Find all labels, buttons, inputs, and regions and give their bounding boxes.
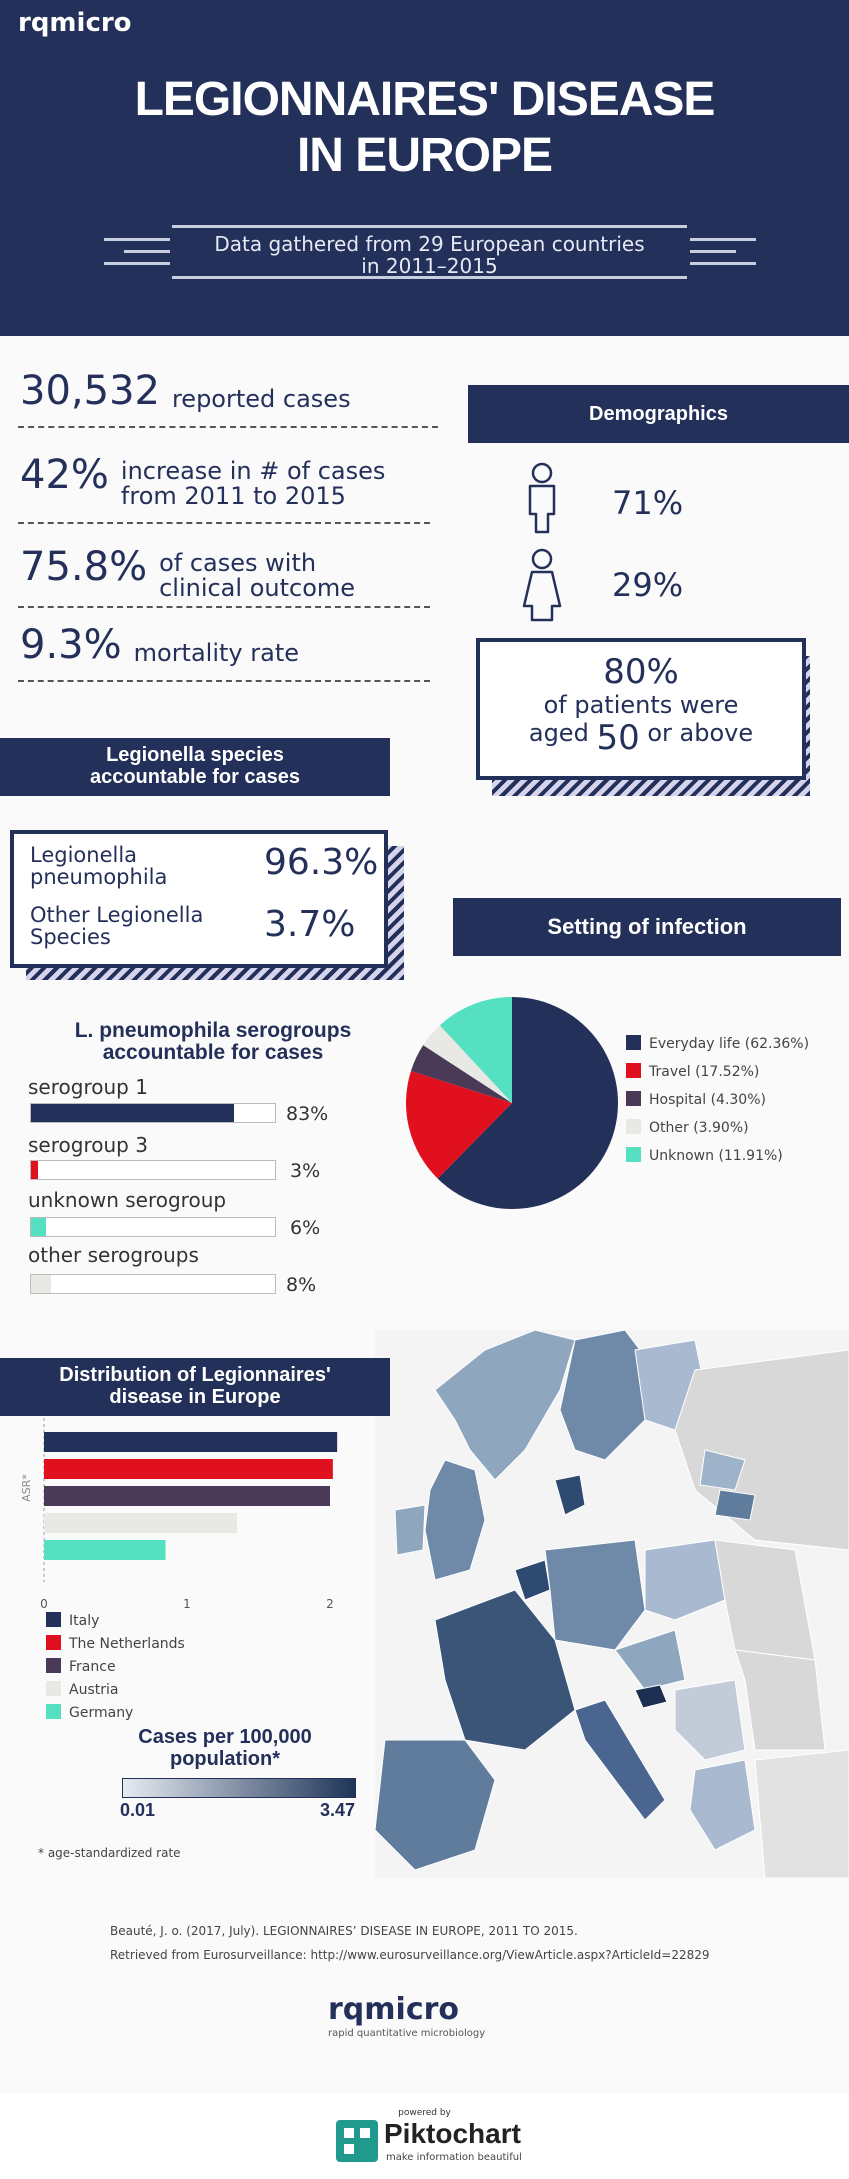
stat-reported-cases: 30,532 reported cases bbox=[20, 368, 351, 414]
serogroup-value: 3% bbox=[290, 1160, 321, 1182]
piktochart-icon bbox=[336, 2120, 378, 2162]
footnote: * age-standardized rate bbox=[38, 1846, 181, 1860]
distribution-bar bbox=[44, 1486, 330, 1506]
subtitle-deco-line bbox=[690, 238, 756, 241]
serogroup-label: unknown serogroup bbox=[28, 1188, 227, 1212]
piktochart-brand: Piktochart bbox=[384, 2118, 521, 2149]
serogroup-bar-track bbox=[30, 1103, 276, 1123]
distribution-bar bbox=[44, 1513, 237, 1533]
stat-mortality: 9.3% mortality rate bbox=[20, 622, 299, 668]
footer-logo: rqmicro bbox=[328, 1992, 460, 2027]
subtitle-deco-line bbox=[104, 238, 170, 241]
serogroup-label: other serogroups bbox=[28, 1243, 199, 1267]
demographics-title: Demographics bbox=[468, 385, 849, 443]
species-value: 96.3% bbox=[264, 842, 379, 883]
divider bbox=[18, 522, 430, 524]
age-card: 80% of patients were aged 50 or above bbox=[476, 638, 806, 780]
scale-max: 3.47 bbox=[320, 1800, 356, 1820]
footer-tagline: rapid quantitative microbiology bbox=[328, 2028, 486, 2039]
subtitle-deco-line bbox=[124, 250, 170, 253]
female-percent: 29% bbox=[612, 566, 684, 604]
male-percent: 71% bbox=[612, 484, 684, 522]
distribution-bar bbox=[44, 1540, 166, 1560]
citation-line1: Beauté, J. o. (2017, July). LEGIONNAIRES’ DISEASE IN EUROPE, 2011 TO 2015. bbox=[110, 1924, 578, 1938]
species-name: Other Legionella Species bbox=[30, 903, 204, 949]
serogroup-label: serogroup 1 bbox=[28, 1075, 148, 1099]
y-axis-label: ASR* bbox=[20, 1474, 33, 1502]
subtitle-deco-line bbox=[104, 262, 170, 265]
europe-map bbox=[375, 1330, 849, 1878]
species-title: Legionella species accountable for cases bbox=[0, 738, 390, 796]
legend-item: Austria bbox=[46, 1681, 185, 1704]
subtitle-deco-line bbox=[690, 250, 736, 253]
serogroups-title: L. pneumophila serogroups accountable for cases bbox=[74, 1019, 352, 1064]
divider bbox=[18, 426, 438, 428]
stat-increase: 42% increase in # of cases from 2011 to 2015 bbox=[20, 452, 386, 510]
setting-title: Setting of infection bbox=[453, 898, 841, 956]
male-icon bbox=[522, 462, 562, 534]
distribution-title: Distribution of Legionnaires' disease in Europe bbox=[0, 1358, 390, 1416]
subtitle: Data gathered from 29 European countries in 2011–2015 bbox=[172, 225, 687, 279]
page-title: LEGIONNAIRES' DISEASE IN EUROPE bbox=[134, 73, 715, 182]
distribution-legend bbox=[46, 1612, 185, 1727]
female-icon bbox=[520, 548, 564, 622]
legend-item: Travel (17.52%) bbox=[626, 1063, 809, 1091]
species-name: Legionella pneumophila bbox=[30, 843, 168, 889]
serogroup-bar bbox=[31, 1161, 38, 1179]
x-tick-label: 2 bbox=[326, 1597, 334, 1611]
serogroup-value: 8% bbox=[286, 1274, 317, 1296]
powered-by: powered by bbox=[398, 2108, 451, 2118]
serogroup-bar bbox=[31, 1104, 234, 1122]
legend-item: Other (3.90%) bbox=[626, 1119, 809, 1147]
serogroup-bar bbox=[31, 1218, 46, 1236]
legend-item: Unknown (11.91%) bbox=[626, 1147, 809, 1175]
serogroup-bar-track bbox=[30, 1217, 276, 1237]
divider bbox=[18, 606, 430, 608]
legend-item: Italy bbox=[46, 1612, 185, 1635]
x-tick-label: 0 bbox=[40, 1597, 48, 1611]
serogroup-value: 6% bbox=[290, 1217, 321, 1239]
serogroup-label: serogroup 3 bbox=[28, 1133, 148, 1157]
setting-pie-chart bbox=[404, 995, 620, 1211]
logo-top: rqmicro bbox=[18, 8, 132, 38]
serogroup-bar bbox=[31, 1275, 51, 1293]
serogroup-value: 83% bbox=[286, 1103, 329, 1125]
divider bbox=[18, 680, 430, 682]
subtitle-deco-line bbox=[690, 262, 756, 265]
serogroup-bar-track bbox=[30, 1160, 276, 1180]
distribution-bar-chart bbox=[20, 1418, 360, 1618]
stat-clinical-outcome: 75.8% of cases with clinical outcome bbox=[20, 544, 356, 602]
x-tick-label: 1 bbox=[183, 1597, 191, 1611]
scale-title: Cases per 100,000 population* bbox=[138, 1726, 312, 1770]
pie-legend bbox=[626, 1035, 809, 1175]
species-value: 3.7% bbox=[264, 904, 356, 945]
scale-min: 0.01 bbox=[120, 1800, 156, 1820]
legend-item: Germany bbox=[46, 1704, 185, 1727]
serogroup-bar-track bbox=[30, 1274, 276, 1294]
legend-item: Hospital (4.30%) bbox=[626, 1091, 809, 1119]
distribution-bar bbox=[44, 1459, 333, 1479]
legend-item: France bbox=[46, 1658, 185, 1681]
distribution-bar bbox=[44, 1432, 337, 1452]
legend-item: The Netherlands bbox=[46, 1635, 185, 1658]
species-card bbox=[10, 830, 388, 968]
scale-gradient-bar bbox=[122, 1778, 356, 1798]
legend-item: Everyday life (62.36%) bbox=[626, 1035, 809, 1063]
citation-line2: Retrieved from Eurosurveillance: http://www.eurosurveillance.org/ViewArticle.aspx?ArticleId=22829 bbox=[110, 1948, 710, 1962]
piktochart-tagline: make information beautiful bbox=[386, 2152, 522, 2163]
